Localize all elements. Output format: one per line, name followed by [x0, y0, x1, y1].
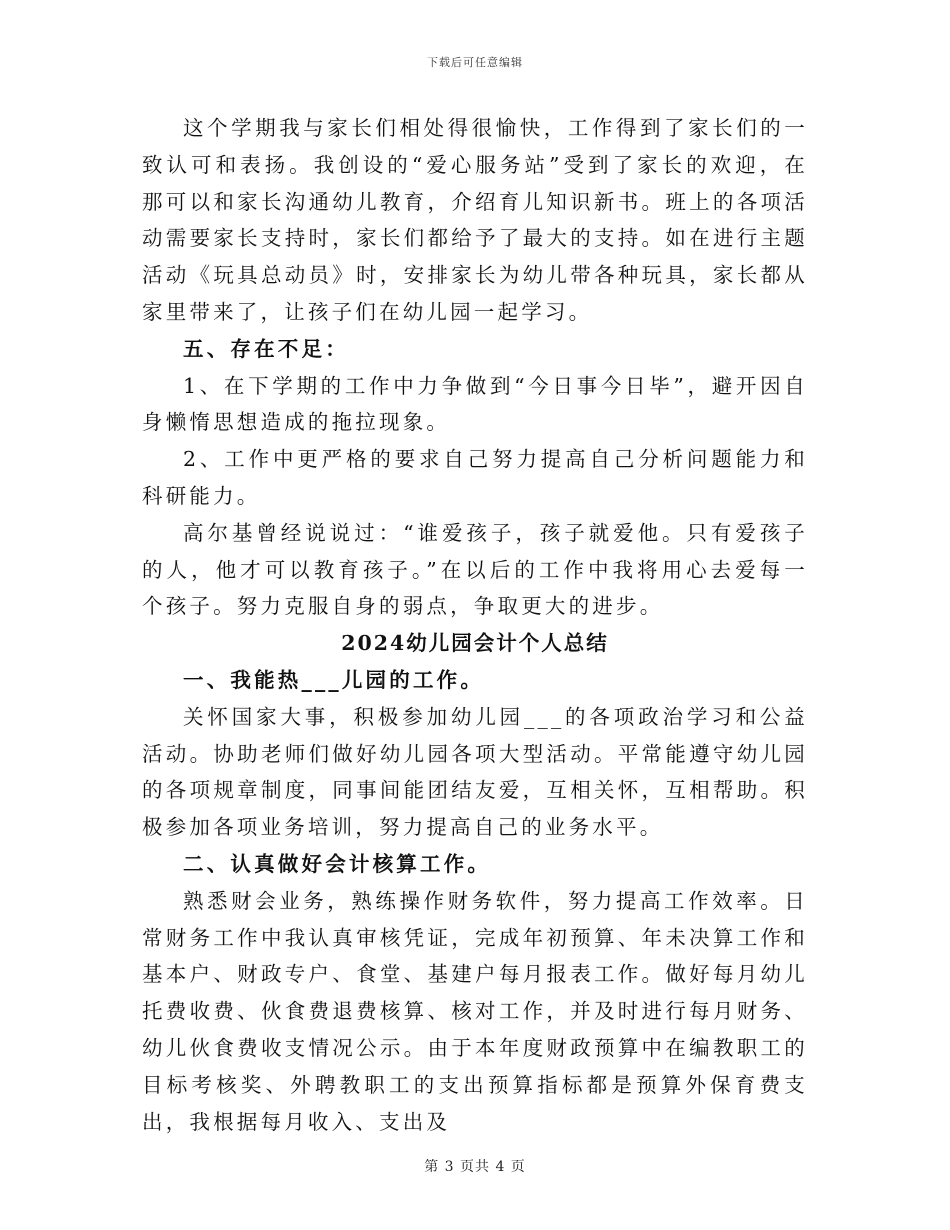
page-number: 第 3 页共 4 页: [424, 1159, 526, 1175]
paragraph-parents-cooperation: 这个学期我与家长们相处得很愉快，工作得到了家长们的一致认可和表扬。我创设的“爱心服务站”受到了家长的欢迎，在那可以和家长沟通幼儿教育，介绍育儿知识新书。班上的各项活动需要家长支持时，家长们都给予了最大的支持。如在进行主题活动《玩具总动员》时，安排家长为幼儿带各种玩具，家长都从家里带来了，让孩子们在幼儿园一起学习。: [142, 116, 808, 324]
section-heading-1: 一、我能热___儿园的工作。: [183, 667, 485, 692]
paragraph-shortcoming-2: 2、工作中更严格的要求自己努力提高自己分析问题能力和科研能力。: [142, 447, 808, 508]
paragraph-section-2: 熟悉财会业务，熟练操作财务软件，努力提高工作效率。日常财务工作中我认真审核凭证，完成年初预算、年未决算工作和基本户、财政专户、食堂、基建户每月报表工作。做好每月幼儿托费收费、伙食费退费核算、核对工作，并及时进行每月财务、幼儿伙食费收支情况公示。由于本年度财政预算中在编教职工的目标考核奖、外聘教职工的支出预算指标都是预算外保育费支出，我根据每月收入、支出及: [142, 888, 808, 1134]
section-heading-2: 二、认真做好会计核算工作。: [183, 851, 492, 876]
document-body: [142, 110, 808, 1140]
paragraph-shortcoming-1: 1、在下学期的工作中力争做到“今日事今日毕”，避开因自身懒惰思想造成的拖拉现象。: [142, 373, 808, 435]
paragraph-gorky-quote: 高尔基曾经说说过：“谁爱孩子，孩子就爱他。只有爱孩子的人，他才可以教育孩子。”在以后的工作中我将用心去爱每一个孩子。努力克服自身的弱点，争取更大的进步。: [142, 520, 808, 619]
section-heading-shortcomings: 五、存在不足：: [183, 336, 349, 361]
page-header-note: 下载后可任意编辑: [427, 56, 523, 69]
document-title: 2024幼儿园会计个人总结: [341, 631, 609, 656]
paragraph-section-1: 关怀国家大事，积极参加幼儿园___的各项政治学习和公益活动。协助老师们做好幼儿园各项大型活动。平常能遵守幼儿园的各项规章制度，同事间能团结友爱，互相关怀，互相帮助。积极参加各项业务培训，努力提高自己的业务水平。: [142, 704, 808, 840]
